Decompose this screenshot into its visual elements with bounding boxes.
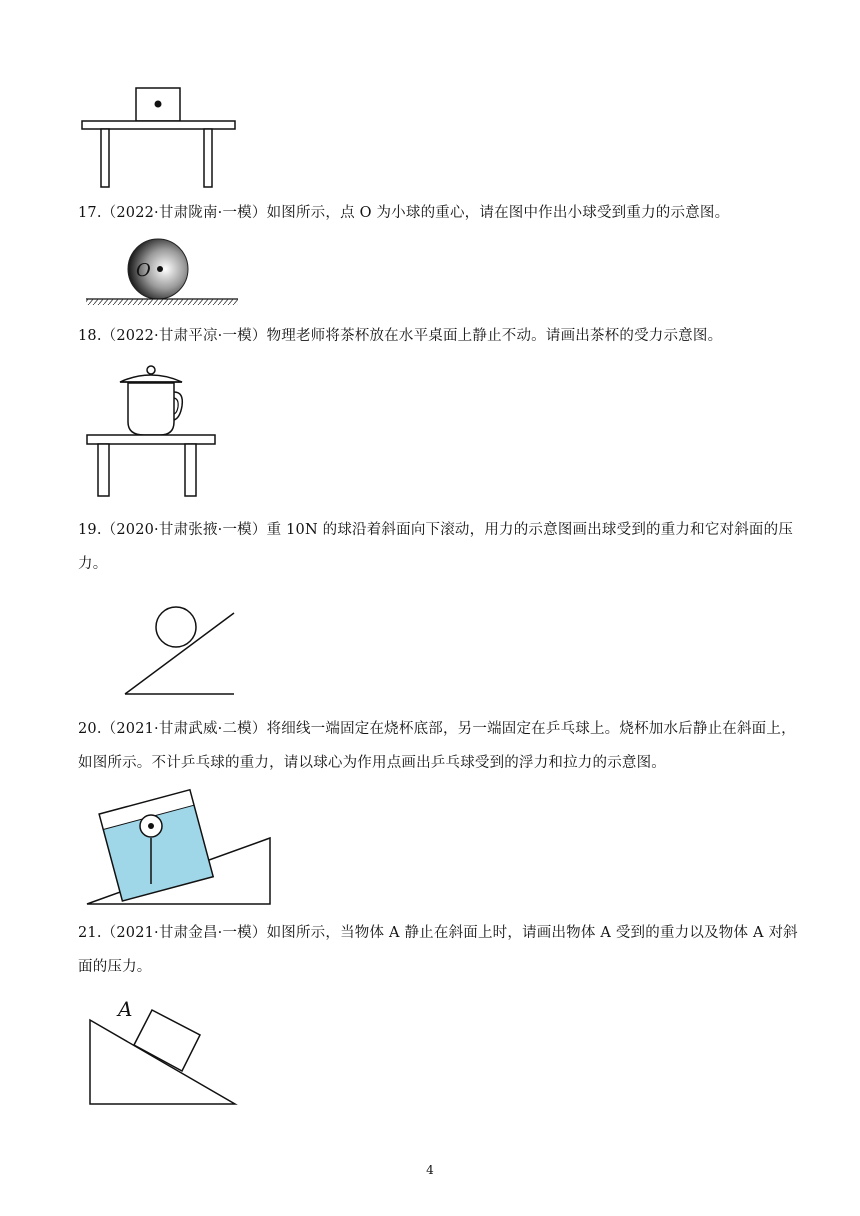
table-top: [82, 121, 235, 129]
ball: [156, 607, 196, 647]
box-on-table-figure: [78, 84, 242, 192]
center-of-gravity-dot: [157, 266, 163, 272]
teacup-on-table-figure: [84, 362, 220, 502]
lid-knob: [147, 366, 155, 374]
question-21: 21.（2021·甘肃金昌·一模）如图所示，当物体 A 静止在斜面上时，请画出物体 A 受到的重力以及物体 A 对斜面的压力。: [78, 925, 798, 975]
point-o-label: O: [136, 260, 151, 281]
box-center-dot: [155, 101, 162, 108]
table-leg-right: [185, 444, 196, 496]
question-20: 20.（2021·甘肃武威·二模）将细线一端固定在烧杯底部，另一端固定在乒乓球上。烧杯加水后静止在斜面上，如图所示。不计乒乓球的重力，请以球心为作用点画出乒乓球受到的浮力和拉力的示意图。: [78, 721, 796, 771]
lid: [120, 375, 182, 382]
question-19: 19.（2020·甘肃张掖·一模）重 10N 的球沿着斜面向下滚动，用力的示意图画出球受到的重力和它对斜面的压力。: [78, 522, 794, 572]
table-top: [87, 435, 215, 444]
ball-on-ground-figure: [84, 238, 240, 308]
ground-hatch: [86, 299, 238, 305]
question-17: 17.（2022·甘肃陇南·一模）如图所示，点 O 为小球的重心，请在图中作出小球受到重力的示意图。: [78, 205, 730, 221]
question-18: 18.（2022·甘肃平凉·一模）物理老师将茶杯放在水平桌面上静止不动。请画出茶杯的受力示意图。: [78, 328, 723, 344]
block-a-label: A: [118, 997, 133, 1021]
cup-body: [128, 383, 174, 435]
ball-on-incline-figure: [120, 602, 240, 702]
beaker-on-incline-figure: [84, 786, 274, 908]
table-leg-left: [98, 444, 109, 496]
table-leg-left: [101, 129, 109, 187]
block-on-incline-figure: [84, 994, 244, 1108]
ball-center-dot: [148, 823, 154, 829]
page-number: 4: [426, 1163, 434, 1177]
table-leg-right: [204, 129, 212, 187]
